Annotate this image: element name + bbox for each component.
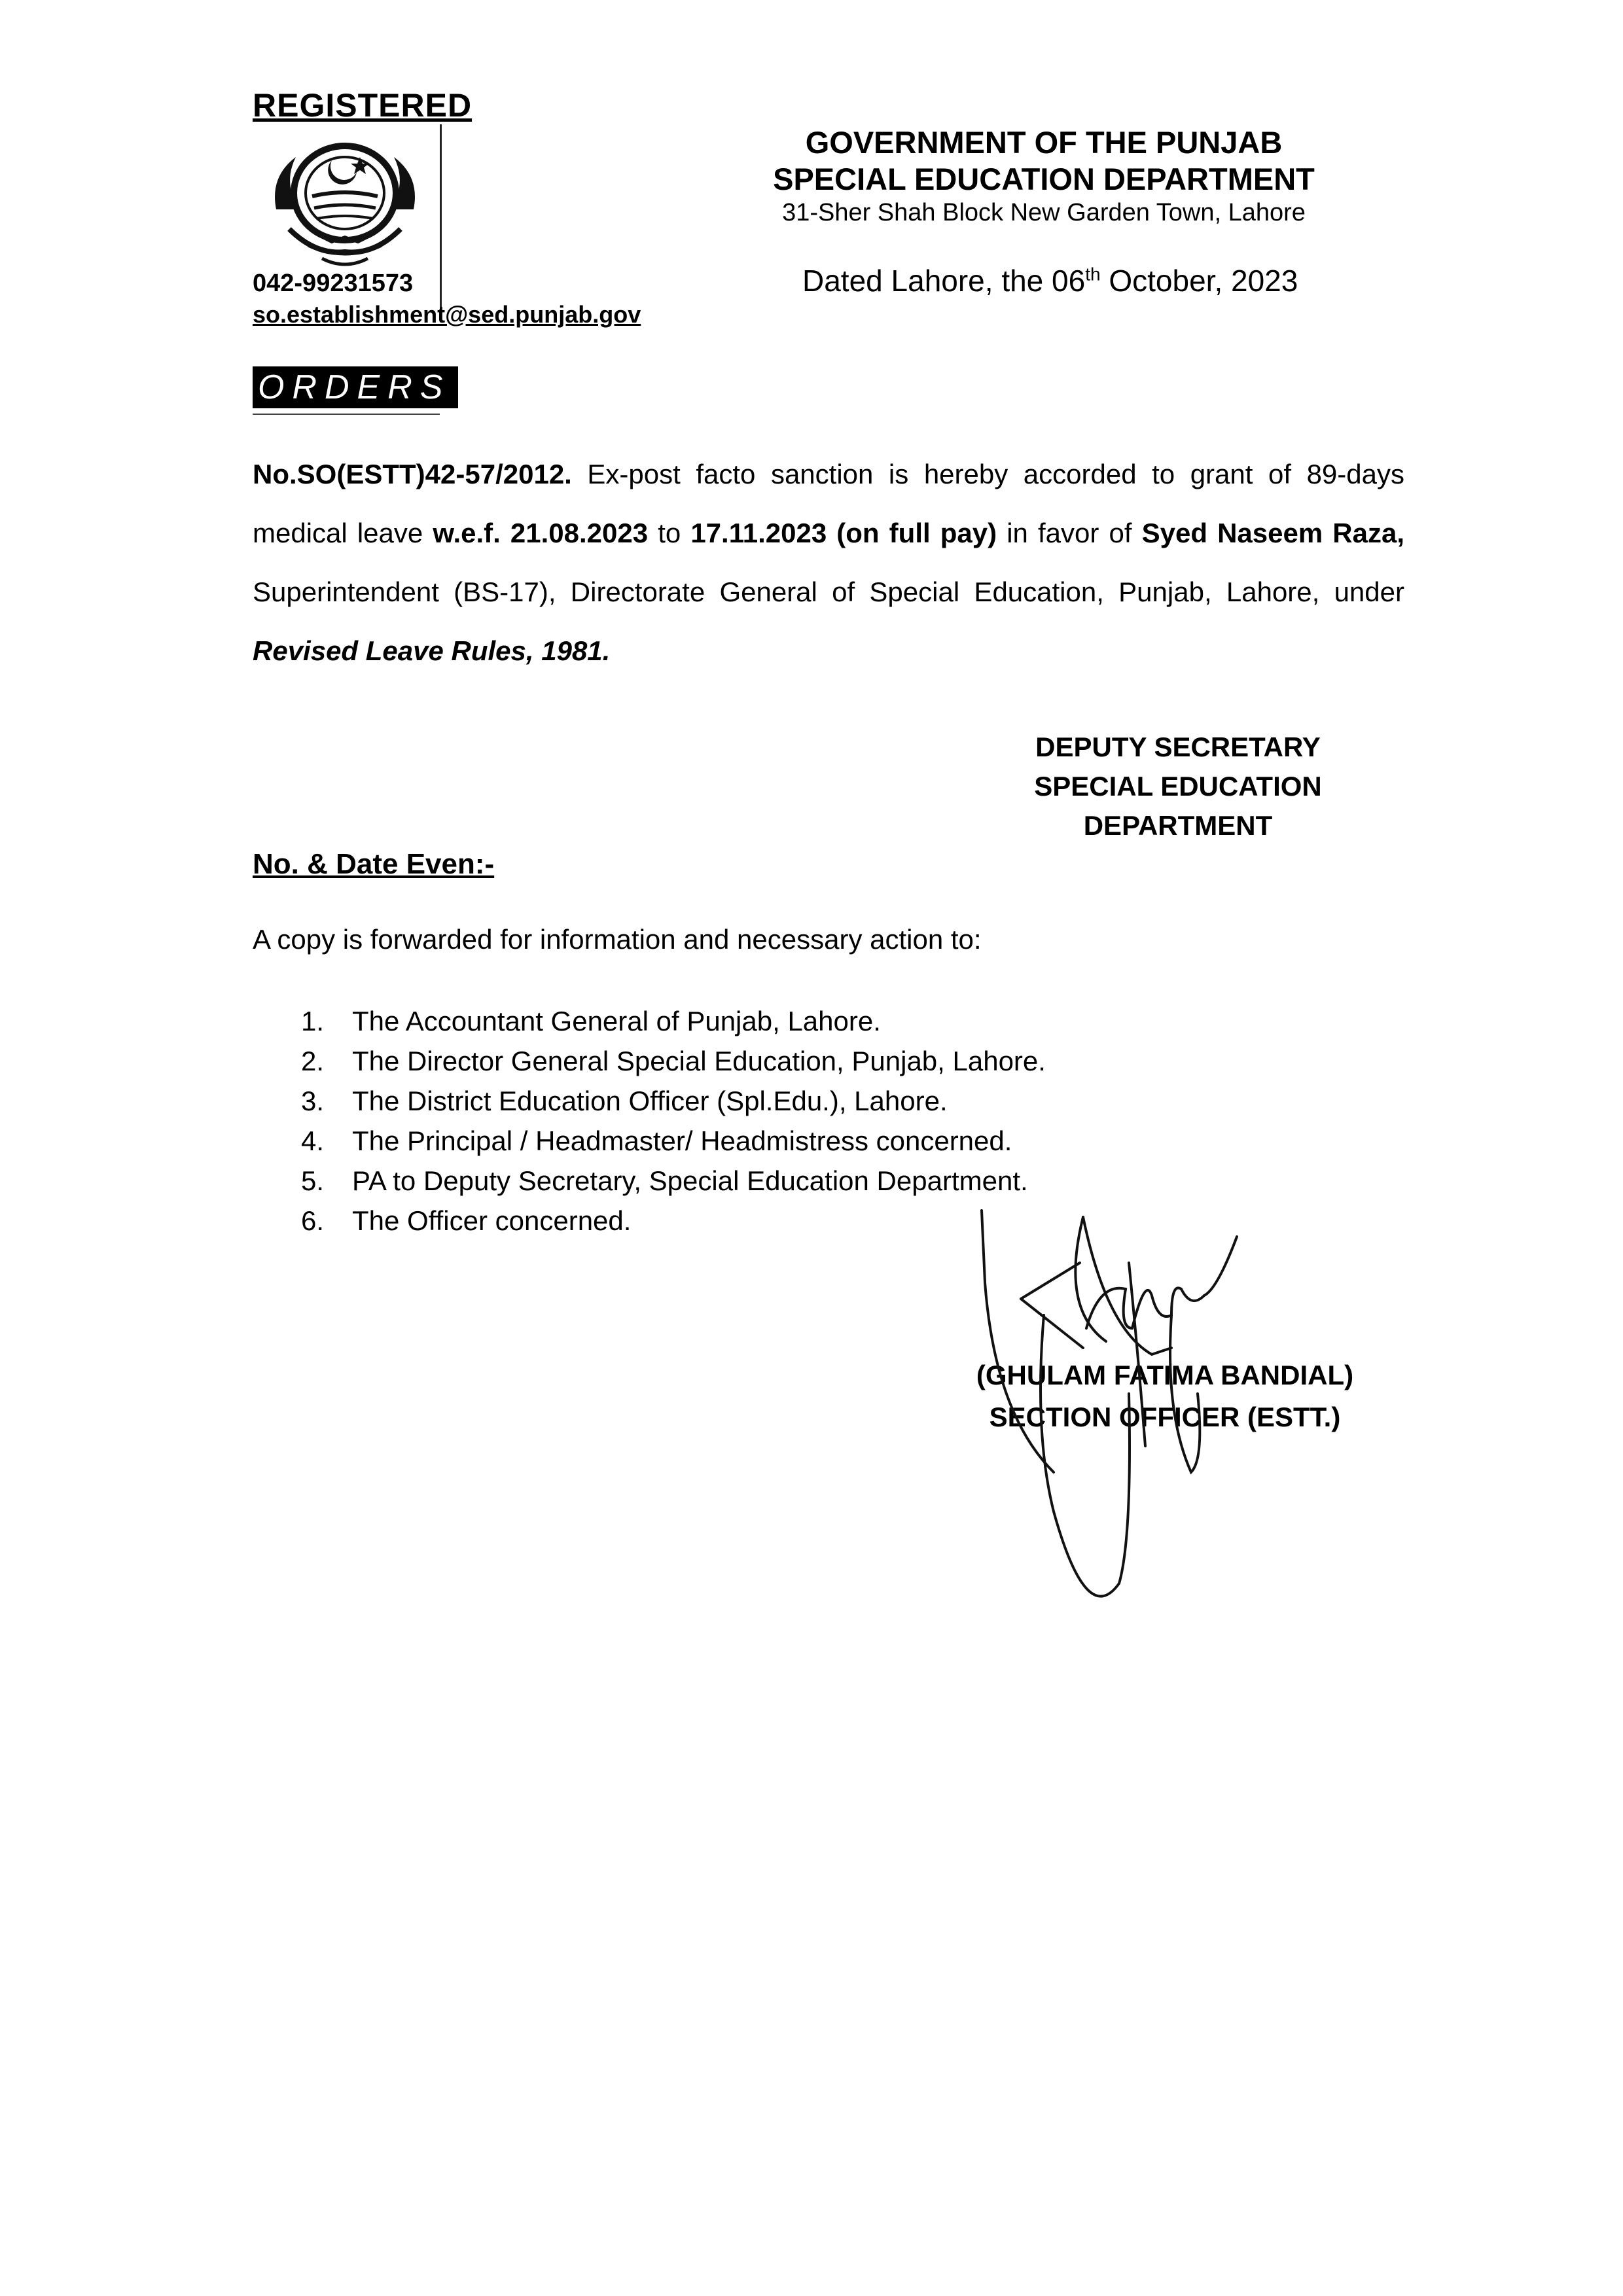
registered-label: REGISTERED (253, 87, 473, 124)
list-item: 1. The Accountant General of Punjab, Lahore. (301, 1006, 881, 1036)
copy-forwarded-text: A copy is forwarded for information and necessary action to: (253, 924, 982, 955)
punjab-government-emblem-icon (257, 131, 433, 275)
list-item: 4. The Principal / Headmaster/ Headmistress concerned. (301, 1125, 1012, 1156)
department-address: 31-Sher Shah Block New Garden Town, Lahore (782, 199, 1306, 226)
orders-underline (253, 414, 440, 415)
list-item: 3. The District Education Officer (Spl.Edu.), Lahore. (301, 1086, 948, 1116)
letterhead-divider (440, 124, 442, 314)
government-title: GOVERNMENT OF THE PUNJAB (805, 125, 1283, 160)
order-paragraph: No.SO(ESTT)42-57/2012. Ex-post facto sanction is hereby accorded to grant of 89-days medical leave w.e.f. 21.08.2023 to 17.11.2023 (on full pay) in favor of Syed Naseem Raza, Superintendent (BS-17), Directorate General of Special Education, Punjab, Lahore, under Revised Leave Rules, 1981. (253, 459, 1404, 666)
no-date-even: No. & Date Even:- (253, 848, 495, 880)
date-line: Dated Lahore, the 06th October, 2023 (802, 264, 1298, 298)
list-item: 5. PA to Deputy Secretary, Special Education Department. (301, 1165, 1028, 1196)
officer-designation: SECTION OFFICER (ESTT.) (989, 1402, 1341, 1432)
department-title: SPECIAL EDUCATION DEPARTMENT (773, 162, 1315, 196)
list-item: 2. The Director General Special Education, Punjab, Lahore. (301, 1046, 1046, 1076)
deputy-secretary-block: DEPUTY SECRETARY SPECIAL EDUCATION DEPARTMENT (1034, 732, 1322, 841)
orders-heading: ORDERS (253, 366, 458, 408)
handwritten-signature (955, 1197, 1296, 1629)
recipient-list (301, 1001, 1046, 1241)
list-item: 6. The Officer concerned. (301, 1205, 632, 1236)
phone-number: 042-99231573 (253, 270, 414, 297)
email-address: so.establishment@sed.punjab.gov (253, 301, 641, 328)
officer-name: (GHULAM FATIMA BANDIAL) (976, 1360, 1354, 1390)
